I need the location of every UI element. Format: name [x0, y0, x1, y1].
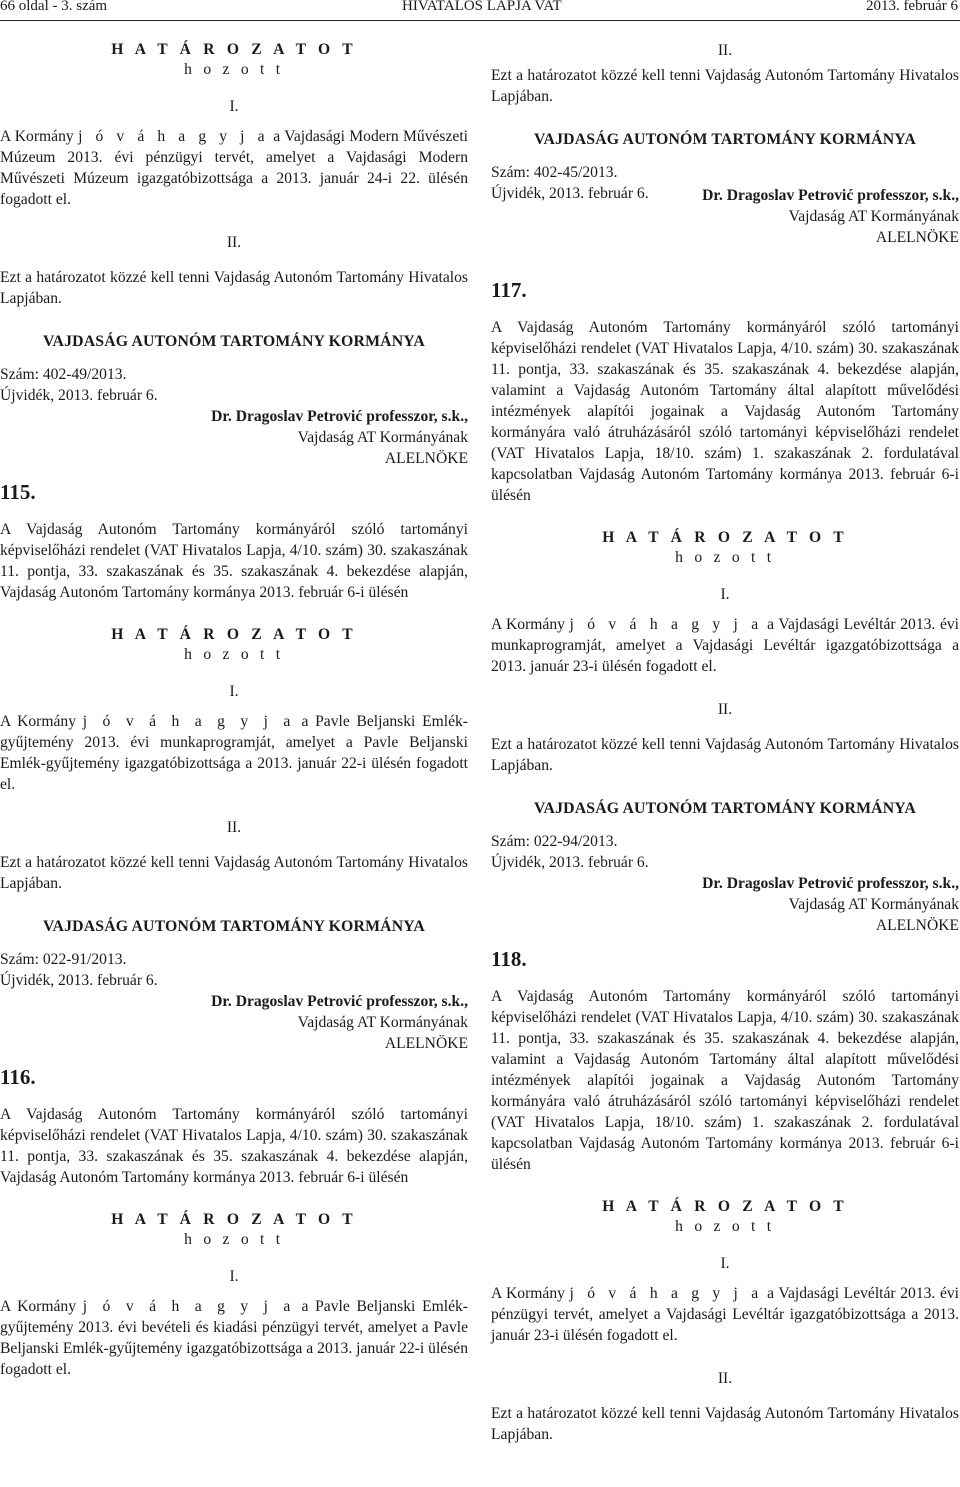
- decision-text: A Kormány j ó v á h a g y j a a Pavle Beljanski Emlék-gyűjtemény 2013. évi munkaprogramját, amelyet a Pavle Beljanski Emlék-gyűjtemény igazgatóbizottsága a 2013. január 22-i ülésén fogadott el.: [0, 713, 468, 793]
- signer-title: Vajdaság AT Kormányának: [297, 1014, 468, 1031]
- signer-name: Dr. Dragoslav Petrović professzor, s.k.,: [211, 993, 468, 1010]
- section-roman-1: I.: [720, 1255, 730, 1272]
- place-date: Újvidék, 2013. február 6.: [0, 972, 158, 989]
- publication-clause: Ezt a határozatot közzé kell tenni Vajdaság Autonóm Tartomány Hivatalos Lapjában.: [491, 736, 959, 774]
- decision-number: 115.: [0, 480, 36, 504]
- decision-text: A Kormány j ó v á h a g y j a a Vajdasági Modern Művészeti Múzeum 2013. évi pénzügyi tervét, amelyet a Vajdasági Modern Művészeti Múzeum igazgatóbizottsága a 2013. január 24-i 22. ülésén fogadott el.: [0, 128, 469, 208]
- section-roman-2: II.: [717, 42, 733, 59]
- section-roman-2: II.: [226, 234, 242, 251]
- hozott-heading: h o z o t t: [675, 549, 775, 566]
- signature-block: [0, 991, 468, 1055]
- place-date: Újvidék, 2013. február 6.: [491, 185, 649, 202]
- page-header: [0, 0, 960, 14]
- section-roman-1: I.: [720, 586, 730, 603]
- signer-role: ALELNÖKE: [875, 917, 959, 934]
- government-heading: VAJDASÁG AUTONÓM TARTOMÁNY KORMÁNYA: [534, 131, 916, 148]
- hozott-heading: h o z o t t: [675, 1218, 775, 1235]
- signer-title: Vajdaság AT Kormányának: [297, 429, 468, 446]
- publication-clause: Ezt a határozatot közzé kell tenni Vajdaság Autonóm Tartomány Hivatalos Lapjában.: [0, 854, 468, 892]
- place-date: Újvidék, 2013. február 6.: [491, 854, 649, 871]
- hatarozatot-heading: H A T Á R O Z A T O T: [111, 626, 357, 643]
- publication-clause: Ezt a határozatot közzé kell tenni Vajdaság Autonóm Tartomány Hivatalos Lapjában.: [0, 269, 468, 307]
- signer-name: Dr. Dragoslav Petrović professzor, s.k.,: [211, 408, 468, 425]
- hatarozatot-heading: H A T Á R O Z A T O T: [111, 41, 357, 58]
- government-heading: VAJDASÁG AUTONÓM TARTOMÁNY KORMÁNYA: [534, 800, 916, 817]
- decision-text: A Kormány j ó v á h a g y j a a Pavle Beljanski Emlék-gyűjtemény 2013. évi bevételi és kiadási pénzügyi tervét, amelyet a Pavle Beljanski Emlék-gyűjtemény igazgatóbizottsága a 2013. január 22-i ülésén fogadott el.: [0, 1298, 468, 1378]
- signature-block: [491, 185, 959, 249]
- hatarozatot-heading: H A T Á R O Z A T O T: [111, 1211, 357, 1228]
- preamble: A Vajdaság Autonóm Tartomány kormányáról szóló tartományi képviselőházi rendelet (VAT Hivatalos Lapja, 4/10. szám) 30. szakaszának 11. pontja, 33. szakaszának és 35. szakaszának 4. bekezdése alapján, valamint a Vajdaság Autonóm Tartomány által alapított művelődési intézmények alapítói jogainak a Vajdaság Autonóm Tartomány kormányára való átruházásáról szóló tartományi képviselőházi rendelet (VAT Hivatalos Lapja, 18/10. szám) 1. szakaszának 2. fordulatával kapcsolatban Vajdaság Autonóm Tartomány kormánya 2013. február 6-i ülésén: [491, 988, 959, 1173]
- signer-name: Dr. Dragoslav Petrović professzor, s.k.,: [702, 875, 959, 892]
- section-roman-2: II.: [717, 701, 733, 718]
- preamble: A Vajdaság Autonóm Tartomány kormányáról szóló tartományi képviselőházi rendelet (VAT Hivatalos Lapja, 4/10. szám) 30. szakaszának 11. pontja, 33. szakaszának és 35. szakaszának 4. bekezdése alapján, Vajdaság Autonóm Tartomány kormánya 2013. február 6-i ülésén: [0, 521, 468, 601]
- left-column: [0, 26, 468, 1380]
- issue-date: 2013. február 6: [865, 0, 958, 14]
- case-number: Szám: 022-94/2013.: [491, 833, 618, 850]
- preamble: A Vajdaság Autonóm Tartomány kormányáról szóló tartományi képviselőházi rendelet (VAT Hivatalos Lapja, 4/10. szám) 30. szakaszának 11. pontja, 33. szakaszának és 35. szakaszának 4. bekezdése alapján, Vajdaság Autonóm Tartomány kormánya 2013. február 6-i ülésén: [0, 1106, 468, 1186]
- hatarozatot-heading: H A T Á R O Z A T O T: [602, 529, 848, 546]
- hozott-heading: h o z o t t: [184, 61, 284, 78]
- case-number: Szám: 402-49/2013.: [0, 366, 127, 383]
- signer-role: ALELNÖKE: [384, 1035, 468, 1052]
- government-heading: VAJDASÁG AUTONÓM TARTOMÁNY KORMÁNYA: [43, 918, 425, 935]
- section-roman-1: I.: [229, 98, 239, 115]
- publication-clause: Ezt a határozatot közzé kell tenni Vajdaság Autonóm Tartomány Hivatalos Lapjában.: [491, 1405, 959, 1443]
- signer-title: Vajdaság AT Kormányának: [788, 208, 959, 225]
- decision-number: 117.: [491, 278, 527, 302]
- decision-number: 118.: [491, 947, 527, 971]
- decision-text: A Kormány j ó v á h a g y j a a Vajdasági Levéltár 2013. évi munkaprogramját, amelyet a Vajdasági Levéltár igazgatóbizottsága a 2013. január 23-i ülésén fogadott el.: [491, 616, 959, 675]
- page-number: 66 oldal - 3. szám: [0, 0, 108, 14]
- signer-name: Dr. Dragoslav Petrović professzor, s.k.,: [702, 187, 959, 204]
- decision-number: 116.: [0, 1065, 36, 1089]
- header-rule: [0, 20, 960, 21]
- right-column: [491, 26, 959, 1445]
- decision-text: A Kormány j ó v á h a g y j a a Vajdasági Levéltár 2013. évi pénzügyi tervét, amelyet a Vajdasági Levéltár igazgatóbizottsága a 2013. január 23-i ülésén fogadott el.: [491, 1285, 959, 1344]
- section-roman-1: I.: [229, 683, 239, 700]
- signer-role: ALELNÖKE: [875, 229, 959, 246]
- section-roman-2: II.: [226, 819, 242, 836]
- case-number: Szám: 402-45/2013.: [491, 164, 618, 181]
- journal-title: HIVATALOS LAPJA VAT: [402, 0, 562, 14]
- hozott-heading: h o z o t t: [184, 646, 284, 663]
- signer-title: Vajdaság AT Kormányának: [788, 896, 959, 913]
- preamble: A Vajdaság Autonóm Tartomány kormányáról szóló tartományi képviselőházi rendelet (VAT Hivatalos Lapja, 4/10. szám) 30. szakaszának 11. pontja, 33. szakaszának és 35. szakaszának 4. bekezdése alapján, valamint a Vajdaság Autonóm Tartomány által alapított művelődési intézmények alapítói jogainak a Vajdaság Autonóm Tartomány kormányára való átruházásáról szóló tartományi képviselőházi rendelet (VAT Hivatalos Lapja, 18/10. szám) 1. szakaszának 2. fordulatával kapcsolatban Vajdaság Autonóm Tartomány kormánya 2013. február 6-i ülésén: [491, 319, 959, 504]
- section-roman-1: I.: [229, 1268, 239, 1285]
- hozott-heading: h o z o t t: [184, 1231, 284, 1248]
- place-date: Újvidék, 2013. február 6.: [0, 387, 158, 404]
- signer-role: ALELNÖKE: [384, 450, 468, 467]
- hatarozatot-heading: H A T Á R O Z A T O T: [602, 1198, 848, 1215]
- signature-block: [0, 406, 468, 470]
- publication-clause: Ezt a határozatot közzé kell tenni Vajdaság Autonóm Tartomány Hivatalos Lapjában.: [491, 67, 959, 105]
- case-number: Szám: 022-91/2013.: [0, 951, 127, 968]
- signature-block: [491, 873, 959, 937]
- government-heading: VAJDASÁG AUTONÓM TARTOMÁNY KORMÁNYA: [43, 333, 425, 350]
- section-roman-2: II.: [717, 1370, 733, 1387]
